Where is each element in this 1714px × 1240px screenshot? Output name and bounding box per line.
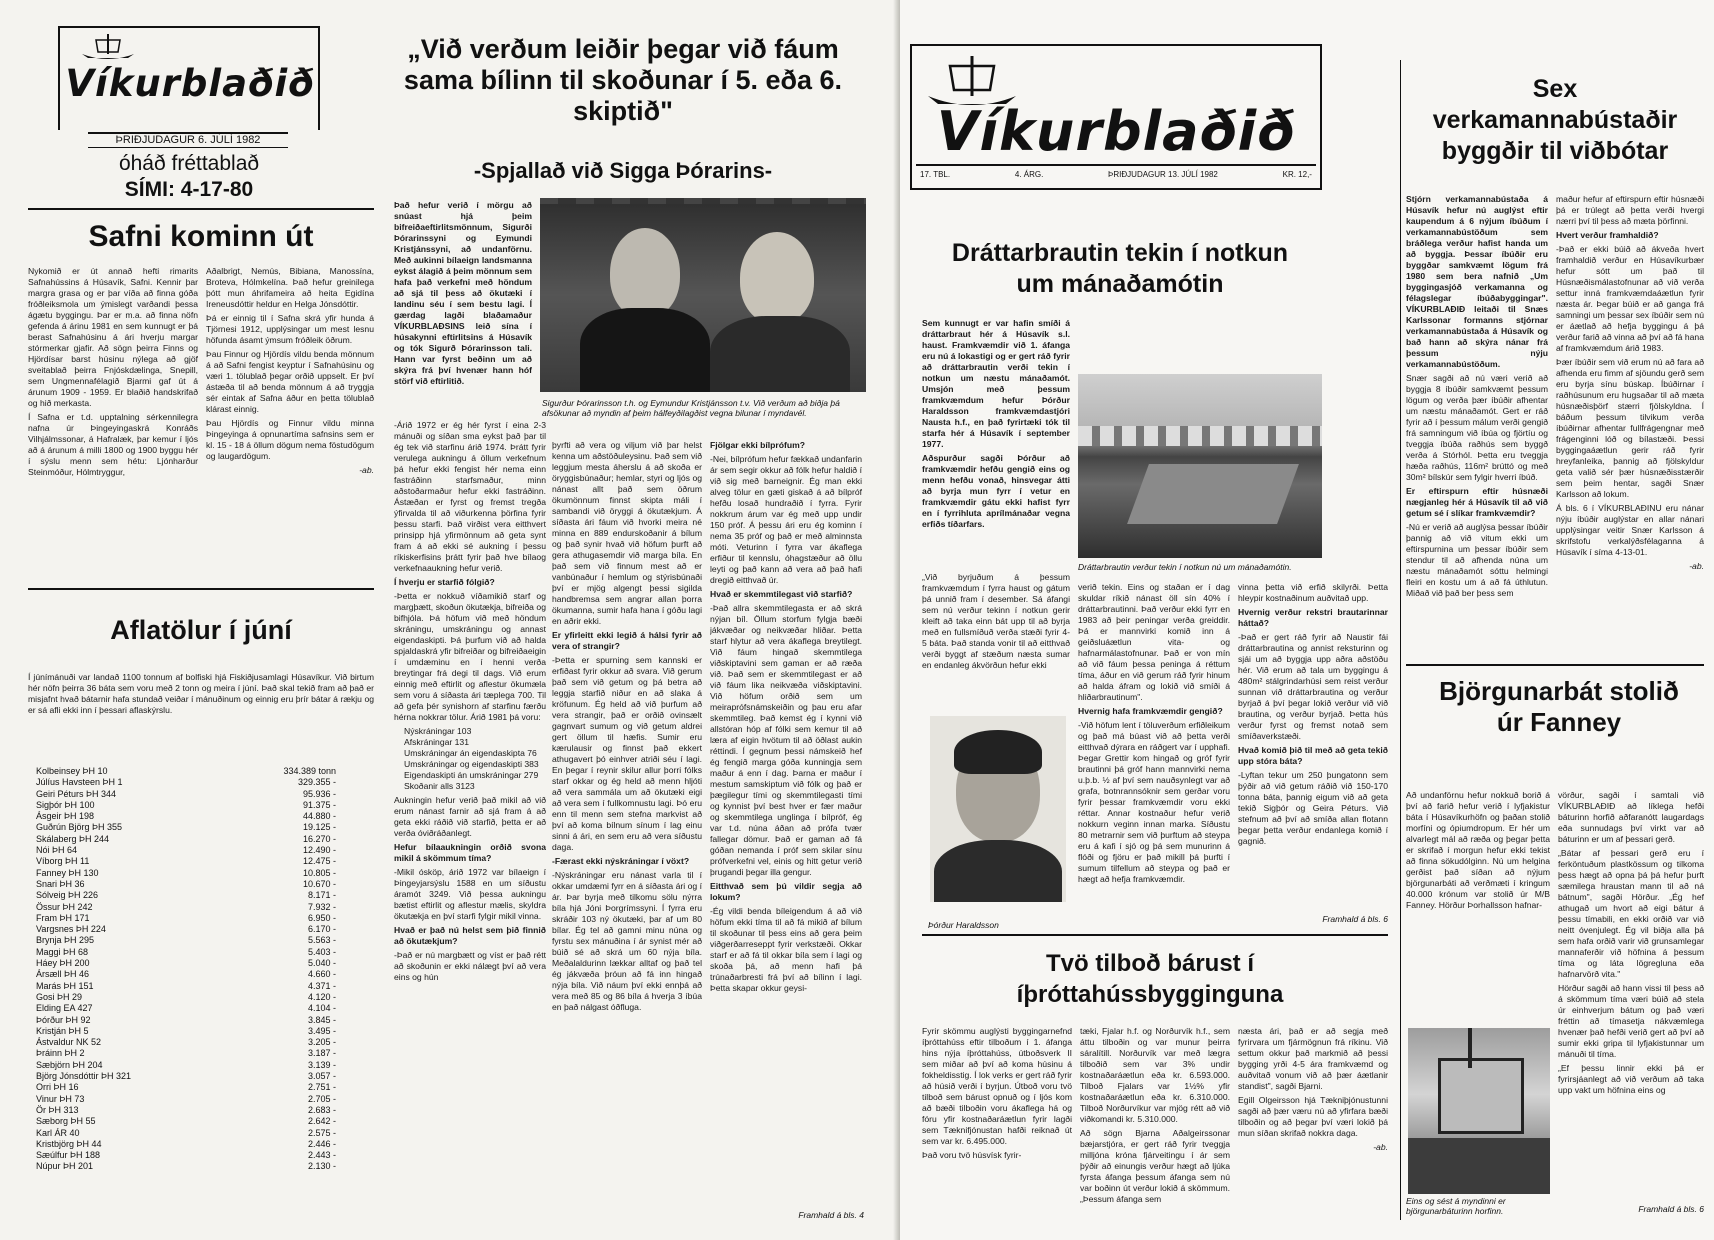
safni-col1: Nykomið er út annað hefti rimarits Safnahússins á Húsavík, Safni. Kennir þar margra grasa og er þar víða að finna góða fróðleiksmola um ýmislegt varðandi þessa ágætu byggingu. Þar er m.a. að finna nöfn gefenda á árinu 1981 en sem kunnugt er þá berast Safnahúsinu á ári hverju margar stórmerkar gjafir. Að sögn þeirra Finns og Hjördísar barst húsinu nýlega að gjöf sveitablað þeirra Fnjóskdælinga, Snepill, sem Ungmennafélagið Bjarmi gaf út á árunum 1909 - 1959. Er blaðið handskrifað og hið merkasta. Í Safna er t.d. upptalning sérkennilegra nafna úr Þingeyingaskrá Konráðs Vilhjálmssonar, á Hafralæk, þar kemur í ljós að á árunum á milli 1800 og 1900 byggu hér í sýslu menn sem hétu: Ljónharður Steinmóður, Hólmtryggur, bbox=[28, 266, 198, 477]
boat-name: Fram ÞH 171 bbox=[36, 912, 90, 923]
stat-item: Afskráningar 131 bbox=[404, 737, 469, 747]
boat-name: Maggi ÞH 68 bbox=[36, 946, 89, 957]
right-masthead-datebar bbox=[916, 164, 1316, 186]
catch-value: 5.403 - bbox=[307, 946, 336, 957]
catch-value: 7.932 - bbox=[307, 901, 336, 912]
table-row bbox=[36, 868, 336, 879]
bjorg-col1: Að undanförnu hefur nokkuð borið á því að farið hefur verið í lyfjakistur báta í Húsavíkurhöfn og þaðan stolið morfíni og ópiumdropum. Er hér um alvarlegt mál að ræða og þegar þetta er skrifað í morgun hefur ekki tekist að finna sökudólginn. Nú um helgina gerðist það síðan að nýjum björgunarbáti að verðmæti í kringum 40.000 krónum var stolið úr M/B Fanney. Hörður Þorhallsson hafnar- bbox=[1406, 790, 1550, 910]
boat-name: Geiri Péturs ÞH 344 bbox=[36, 788, 117, 799]
catch-value: 4.120 - bbox=[307, 991, 336, 1002]
table-row bbox=[36, 969, 336, 980]
table-row bbox=[36, 1139, 336, 1150]
main-subhead: -Spjallað við Sigga Þórarins- bbox=[473, 158, 773, 183]
right-masthead-year: 4. ÁRG. bbox=[1014, 170, 1044, 179]
table-row bbox=[36, 1015, 336, 1026]
bjorg-headline: Björgunarbát stolið úr Fanney bbox=[1439, 676, 1679, 737]
table-row bbox=[36, 1150, 336, 1161]
bjorg-photo bbox=[1408, 1028, 1550, 1194]
table-row bbox=[36, 811, 336, 822]
safni-col2: Aðalbrigt, Nemús, Bibiana, Manossína, Broteva, Hólmkelína. Það hefur greinilega þótt mun áhrifameira að heita Egidína Ireneusdóttir heldur en Helga Jónsdóttir. Þá er einnig til í Safna skrá yfir hunda á Tjörnesi 1912, upplýsingar um mest lesnu höfunda ásamt ýmsum fróðleik öðrum. Þau Finnur og Hjördís vildu benda mönnum á að Safni fengist keyptur í Safnahúsinu og væri 1. tölublað þegar orðið uppselt. Er því ástæða til að benda mönnum á að tryggja sér eintak af Safna áður en þetta tölublað klárast einnig. Þau Hjördís og Finnur vildu minna Þingeyinga á opnunartíma safnsins sem er kl. 15 - 18 á öllum dögum nema föstudögum og laugardögum. -ab. bbox=[206, 266, 374, 475]
boat-name: Kristján ÞH 5 bbox=[36, 1025, 89, 1036]
table-row bbox=[36, 958, 336, 969]
table-row bbox=[36, 766, 336, 777]
table-row bbox=[36, 935, 336, 946]
bjorg-continued: Framhald á bls. 6 bbox=[1638, 1204, 1704, 1214]
main-col3: Fjölgar ekki bílprófum? -Nei, bílprófum hefur fækkað undanfarin ár sem segir okkur að fólk hefur haldið í við sig með barneignir. Ég man ekki alveg tölur en gæti giskað á að bílpróf hefðu losað hundraðið í fyrra. Fyrir nokkrum árum var ég með upp undir 150 próf. Á þessu ári eru ég kominn í nema 35 próf og það er með alminnsta móti. Veturinn í fyrra var ákaflega erfiður til kennslu, óhagstæður að öllu leyti og það kann að vera að það hafi dregið eitthvað úr. Hvað er skemmtilegast við starfið? -Það allra skemmtilegasta er að skrá nýjan bíl. Öllum storfum fylgja bæði jákvæðar og neikvæðar hliðar. Þetta starf hlytur að vera ákaflega breytilegt. Við fáum hingað skemmtilega viðskiptavini sem gaman er að ræða við. Það sem er skemmtilegast er að við fáum lika neikvæða viðskiptavini. Við höfum orðið sem um meiraprófsnámskeiðin og þau eru afar skemmtileg. Það kemst ég í kynni við allstóran hóp af fólki sem kemur til að læra af eigin hvötum til að öðlast aukin réttindi. Í gegnum þessi námskeið hef ég fengið marga góða kunningja sem maður á enn í dag. Þarna er maður í mestum samskiptum við fólk og það er þægilegur tími og skemmtilegasti tími og kynnist því best hver er fær maður og skemmtilega unglinga í bílpróf, ég var t.d. núna áðan að prófa tvær fallegar dömur. Það er gaman að fá góðan nemanda í próf sem skilar sínu prófverkefni vel, einis og hitt getur verið þrugandi þegar illa gengur. Eitthvað sem þú vildir segja að lokum? -Ég vildi benda bíleigendum á að við höfum ekki tíma til að fá mikið af bílum til skoðunar til þess eins að gera þeim viðgerðarreseppt fyrir verkstæði. Okkar starf er að fá til okkar bíla sem í lagi og skoða þá, að menn hafi þá trúnaðarbresti frá því að bílinn í lagi. Þetta skapar okkur geysi- bbox=[710, 440, 862, 993]
table-row bbox=[36, 834, 336, 845]
catch-value: 19.125 - bbox=[302, 822, 336, 833]
left-masthead-phone: SÍMI: 4-17-80 bbox=[124, 178, 254, 201]
boat-name: Vargsnes ÞH 224 bbox=[36, 924, 106, 935]
tvo-col1: Fyrir skömmu auglýsti byggingarnefnd íþróttahúss eftir tilboðum í 1. áfanga hins nýja íþróttahúss, útboðsverk II sem miðar að því að koma húsinu á fokheldisstig. Í lok verks er gert ráð fyrir að húsið verði í byrjun. Útboð voru tvö tilboð sem bárust opnuð og í ljós kom að bæði tilboðin voru ákaflega há og fóru yfir kostnaðaráætlun fyrir lagði sem Tæknifjónustan hafði reiknað út sem var kr. 6.495.000. Það voru tvö húsvísk fyrir- bbox=[922, 1026, 1072, 1160]
catch-value: 2.575 - bbox=[307, 1127, 336, 1138]
boat-name: Sæbjörn ÞH 204 bbox=[36, 1059, 103, 1070]
boat-name: Björg Jónsdóttir ÞH 321 bbox=[36, 1071, 132, 1082]
catch-value: 95.936 - bbox=[302, 788, 336, 799]
table-row bbox=[36, 1116, 336, 1127]
boat-name: Þráinn ÞH 2 bbox=[36, 1048, 85, 1059]
boat-name: Marás ÞH 151 bbox=[36, 980, 94, 991]
drattar-portrait-caption: Þórður Haraldsson bbox=[928, 920, 999, 930]
table-row bbox=[36, 1060, 336, 1071]
catch-value: 3.495 - bbox=[307, 1025, 336, 1036]
boat-name: Ársæll ÞH 46 bbox=[36, 969, 90, 980]
boat-name: Nói ÞH 64 bbox=[36, 845, 78, 856]
sex-headline: Sex verkamannabústaðir byggðir til viðbótar bbox=[1432, 75, 1678, 165]
left-divider-top bbox=[28, 208, 374, 210]
boat-name: Júlíus Havsteen ÞH 1 bbox=[36, 777, 123, 788]
catch-value: 3.187 - bbox=[307, 1048, 336, 1059]
left-divider-mid bbox=[28, 588, 374, 590]
viking-ship-icon bbox=[78, 32, 138, 62]
boat-name: Karl ÁR 40 bbox=[36, 1127, 80, 1138]
right-masthead-issue: 17. TBL. bbox=[920, 170, 951, 179]
right-divider-right bbox=[1406, 664, 1704, 666]
stat-item: Skoðanir alls 3123 bbox=[404, 781, 475, 791]
boat-name: Víborg ÞH 11 bbox=[36, 856, 90, 867]
stat-item: Umskráningar og eigendaskipti 383 bbox=[404, 759, 539, 769]
catch-value: 4.660 - bbox=[307, 969, 336, 980]
table-row bbox=[36, 1071, 336, 1082]
boat-name: Ör ÞH 313 bbox=[36, 1104, 79, 1115]
table-row bbox=[36, 1094, 336, 1105]
table-row bbox=[36, 924, 336, 935]
drattar-photo-caption: Dráttarbrautin verður tekin í notkun nú um mánaðamótin. bbox=[1078, 562, 1292, 572]
catch-value: 91.375 - bbox=[302, 799, 336, 810]
catch-value: 2.642 - bbox=[307, 1116, 336, 1127]
main-continued: Framhald á bls. 4 bbox=[798, 1210, 864, 1220]
boat-name: Brynja ÞH 295 bbox=[36, 935, 95, 946]
right-masthead-logo: Víkurblaðið bbox=[936, 100, 1296, 163]
main-lead: Það hefur verið í mörgu að snúast hjá þeim bifreiðaeftirlitsmönnum, Sigurði Þórarinssyni og Eymundi Kristjánssyni, að undanförnu. Með aukinni bílaeign landsmanna eykst álagið á þeim mönnum sem hafa það verkefni með höndum að sjá til þess að ökutæki í landinu séu í sem bestu lagi. Í gærdag lagði blaðamaður VÍKURBLAÐSINS leið sína í húsakynni eftirlitsins á Húsavík og tók Sigurð Þórarinsson tali. Hann var fyrst beðinn um að skýra frá því hvenær hann hóf störf við eftirlitið. bbox=[394, 200, 532, 386]
catch-value: 2.751 - bbox=[307, 1082, 336, 1093]
sex-col2: maður hefur af eftirspurn eftir húsnæði þá er trúlegt að þetta verði hvergi nærri því til þess að mæta þörfinni. Hvert verður framhaldið? -Það er ekki búið að ákveða hvert framhaldið verður en Húsavíkurbær hefur sótt um það til Húsnæðismálastofnunar að við verða settur inná framkvæmdaáætlun fyrir næsta ár. Þegar búið er að ganga frá samningi um þessar sex íbúðir sem nú er áætlað að hefja byggingu á þá verður farið að vinna að því að fá hana af framkvæmdum árið 1983. Þær íbúðir sem við erum nú að fara að afhenda eru fimm af sjöundu gerð sem eru byrja sínu búskap. Íbúðirnar í raðhúsunum eru hugsaðar til að mæta húsnæðisþörf stærri fjölskyldna. Í báðum þessum tilvikum verða íbúðirnar afhentar fullfrágengnar með frágenginni lóð og bílastæði. Þessi byggingaáætlun gerir ráð fyrir hreyfanleika, þannig að fjölskyldur geta valið sér þær húsnæðisstærðir sem þeim hentar, sagði Snær Karlsson að lokum. Á bls. 6 í VÍKURBLAÐINU eru nánar nýju íbúðir auglýstar en allar nánari upplýsingar veitir Snær Karlsson á skrifstofu verkalýðsfélaganna á Húsavík í síma 4-13-01. -ab. bbox=[1556, 194, 1704, 571]
table-row bbox=[36, 1128, 336, 1139]
stat-item: Eigendaskipti án umskráningar 279 bbox=[404, 770, 539, 780]
catch-value: 2.683 - bbox=[307, 1104, 336, 1115]
right-page bbox=[900, 0, 1714, 1240]
catch-value: 5.040 - bbox=[307, 958, 336, 969]
catch-value: 3.205 - bbox=[307, 1037, 336, 1048]
stat-item: Umskráningar án eigendaskipta 76 bbox=[404, 748, 537, 758]
afla-intro: Í júnímánuði var landað 1100 tonnum af bolfiski hjá Fiskiðjusamlagi Húsavíkur. Við birtum hér nöfn þeirra 36 báta sem voru með 2 tonn og meira í júní. Það skal tekið fram að það er misjafnt hvað bátarnir hafa stundað veiðar í mánuðinum og einnig eru þrír bátar á rækju og er sá afli ekki inn í þessari aflaskýrslu. bbox=[28, 672, 374, 715]
boat-name: Háey ÞH 200 bbox=[36, 958, 90, 969]
catch-value: 2.443 - bbox=[307, 1150, 336, 1161]
drattar-photo bbox=[1078, 374, 1322, 558]
catch-value: 10.670 - bbox=[302, 878, 336, 889]
boat-name: Sæúlfur ÞH 188 bbox=[36, 1150, 101, 1161]
table-row bbox=[36, 1082, 336, 1093]
right-masthead bbox=[910, 44, 1322, 190]
safni-headline: Safni kominn út bbox=[88, 220, 314, 253]
catch-value: 5.563 - bbox=[307, 935, 336, 946]
table-row bbox=[36, 789, 336, 800]
boat-name: Sigþór ÞH 100 bbox=[36, 799, 95, 810]
table-row bbox=[36, 800, 336, 811]
table-row bbox=[36, 890, 336, 901]
catch-value: 6.950 - bbox=[307, 912, 336, 923]
table-row bbox=[36, 777, 336, 788]
boat-name: Gosi ÞH 29 bbox=[36, 991, 83, 1002]
drattar-col1: „Við byrjuðum á þessum framkvæmdum í fyrra haust og gátum þá unnið fram í desember. Sá áfangi sem nú verður tekinn í notkun gerir kleift að taka einn bát upp til að byrja með en fullsmíðuð verða stæði fyrir 4-5 báta. Það standa vonir til að eitthvað verði byggt af stæðum næsta sumar en endanleg ákvörðun hefur ekki bbox=[922, 572, 1070, 670]
tvo-col3: næsta ári, það er að segja með fyrirvara um fjármögnun frá ríkinu. Við settum okkur það markmið að þessi bygging yrði 4-5 ára framkvæmd og auðvitað vonum við að þær áætlanir standist", sagði Bjarni. Egill Olgeirsson hjá Tækniþjónustunni sagði að þær væru nú að yfirfara bæði tilboðin og að þegar því væri lokið þá mun síðan skrifað nokkra daga. -ab. bbox=[1238, 1026, 1388, 1152]
catch-value: 3.845 - bbox=[307, 1014, 336, 1025]
right-divider-mid bbox=[922, 934, 1388, 936]
catch-value: 6.170 - bbox=[307, 924, 336, 935]
catch-value: 3.057 - bbox=[307, 1071, 336, 1082]
boat-name: Sólveig ÞH 226 bbox=[36, 890, 99, 901]
boat-name: Skálaberg ÞH 244 bbox=[36, 833, 110, 844]
right-vertical-rule bbox=[1400, 60, 1401, 1220]
table-row bbox=[36, 902, 336, 913]
sex-col1: Stjórn verkamannabústaða á Húsavík hefur nú auglýst eftir kaupendum á 6 nýjum íbúðum í verkamannabústöðum sem bráðlega verður hafist handa um að byggja. Þessar íbúðir eru byggðar samkvæmt lögum frá 1980 sem bera nafnið „Um byggingasjóð verkamanna og félagslegar íbúðabyggingar". VÍKURBLAÐIÐ leitaði til Snæs Karlssonar formanns stjórnar verkamannabústaða á Húsavík og bað hann að skýra nánar frá þessum nýju verkamannabústöðum. Snær sagði að nú væri verið að byggja 8 íbúðir samkvæmt þessum lögum og verða þær íbúðir afhentar um næstu mánaðamót. Gert er ráð fyrir að í þessum málum verði gengið frá samningum við íbúa og fjörtíu og tveggja íbúða raðhús sem byggð verða á Stórhól. Þetta eru tveggja hæða raðhús, 116m² brúttó og með 30m² bílskúr sem fylgir hverri íbúð. Er eftirspurn eftir húsnæði nægjanleg hér á Húsavík til að við getum sé í slíkar framkvæmdir? -Nú er verið að auglýsa þessar íbúðir þannig að við vitum ekki um eftirspurnina um þessar íbúðir sem stendur til að afhenda núna um næstu mánaðamót sóttu helmingi fleiri en kostu um á að fá úthlutun. Miðað við það ber þess sem bbox=[1406, 194, 1548, 598]
drattar-portrait bbox=[930, 716, 1066, 902]
catch-value: 12.490 - bbox=[302, 845, 336, 856]
table-row bbox=[36, 1161, 336, 1172]
boat-name: Kristbjörg ÞH 44 bbox=[36, 1138, 102, 1149]
right-masthead-date: ÞRIÐJUDAGUR 13. JÚLÍ 1982 bbox=[1108, 170, 1218, 179]
boat-name: Elding EA 427 bbox=[36, 1003, 93, 1014]
boat-name: Snari ÞH 36 bbox=[36, 878, 85, 889]
boat-name: Orri ÞH 16 bbox=[36, 1082, 79, 1093]
tvo-headline: Tvö tilboð bárust í íþróttahússbygginguna bbox=[1016, 950, 1284, 1008]
table-row bbox=[36, 913, 336, 924]
main-col1: -Árið 1972 er ég hér fyrst í eina 2-3 mánuði og síðan sma eykst það þar til ég tek við starfinu árið 1974. Þrátt fyrir verulega aukningu á öllum verkefnum þá hefur ekki fengist hér nema einn fastráðinn starfsmaður, minn aðstoðarmaður hefur ekki fastráðinn. Ástæðan er fyrst og fremst tregða ýfirvalda til að viðurkenna þörfina fyrir þessu starfi. Það virðist vera eitthvert prinsipp hjá yfirmönnum að geta synt fram á að ekki sé aukning í þessu ríkiskerfisins þrátt fyrir það hve bílaog verkefnaaukning hefur verið. Í hverju er starfið fólgið? -Þetta er nokkuð víðamikið starf og margþætt, skoðun ökutækja, bifreiða og bifhjóla. Þá höfum við með höndum skráningu, umskráningu og annast eigendaskipti. Þá þurfum við að halda spjaldaskrá yfir bifreiðar og bifreiðaeigin í umdæminu en í henni verða breytingar frá degi til dags. Við erum einnig með eftirlit og aflestur ökumæla sem voru á síðasta ári tæplega 700. Til að gefa þér synishorn af starfinu færðu hérna nokkrar tölur. Árið 1981 þá voru: Nýskráningar 103 Afskráningar 131 Umskráningar án eigendaskipta 76 Umskráningar og eigendaskipti 383 Eigendaskipti án umskráningar 279 Skoðanir alls 3123 Aukningin hefur verið það mikil að við erum nánast farnir að sjá fram á að geta ekki ráðið við starfið, þetta er að verða óviðráðanlegt. Hefur bílaaukningin orðið svona mikil á skömmum tíma? -Mikil ósköp, árið 1972 var bílaeign í Þingeyjarsýslu 1588 en um síðustu áramót 3249. Við þessa aukningu bætist eftirlit og aflestur mælis, skyldra ökutækja en því starfi fylgir mikil vinna. Hvað er það nú helst sem þið finnið að ökutækjum? -Það er nú margbætt og víst er það rétt að skoðunin er ekki nálægt því að vera eins og hún bbox=[394, 420, 546, 982]
drattar-lead: Sem kunnugt er var hafin smíði á dráttarbraut hér á Húsavík s.l. haust. Framkvæmdir við 1. áfanga eru nú á lokastigi og er gert ráð fyrir að dráttarbrautin verði tekin í notkun um næstu mánaðamót. Umsjón með þessum framkvæmdum hefur Þórður Haraldsson framkvæmdastjóri Nausta h.f., en það fyrirtæki tók til starfa hér á Húsavík í september 1977. Aðspurður sagði Þórður að framkvæmdir hefðu gengið eins og menn hefðu vonað, hinsvegar átti að byrja mun fyrr í vetur en framkvæmdir gátu ekki hafist fyrr en í fyrrihluta aprílmánaðar vegna erfiðs tíðarfars. bbox=[922, 318, 1070, 529]
table-row bbox=[36, 1048, 336, 1059]
boat-name: Fanney ÞH 130 bbox=[36, 867, 99, 878]
bjorg-photo-caption: Eins og sést á myndinni er björgunarbáturinn horfinn. bbox=[1406, 1196, 1506, 1216]
drattar-col2: verið tekin. Eins og staðan er í dag skuldar ríkið nánast öll sín 40% í dráttarbrautinni. Það verður ekki fyrr en 1983 að þeir peningar verða greiddir. Þá er mannvirki komið inn á geiðsluáætlun vita- og hafnarmálastofnunar. Það er von mín að við fáum þessa peninga á réttum tíma, áður en við gerum ráð fyrir hinum að halda áfram og lokið við smíði á hliðarbrautinum". Hvernig hafa framkvæmdir gengið? -Við höfum lent í töluverðum erfiðleikum og það má búast við að þetta verði eitthvað dýrara en ráðgert var í upphafi. Þegar Grettir kom hingað og gróf fyrir brautinni þá gróf hann mannvirki nema u.þ.b. ½ af því sem nauðsynlegt var að grafa, botnrannsóknir sem gerðar voru fyrir þessar framkvæmdir voru ekki réttar. Annar kostnaður hefur verið nokkurn veginn innan marka. Síðustu 80 metrarnir sem við þurftum að steypa eru á kafi í sjó og þá sem munurinn á flóði og fjöru er það mikill þá þurfti í sumum tilfellum að steypa og það er hægt að hefja framkvæmdir. bbox=[1078, 582, 1230, 884]
table-row bbox=[36, 822, 336, 833]
boat-name: Ásgeir ÞH 198 bbox=[36, 811, 95, 822]
tvo-col2: tæki, Fjalar h.f. og Norðurvík h.f., sem áttu tilboðin og var munur þeirra sáralítill. Norðurvík var með lægra tilboðið sem var 3% undir kostnaðaráætlun eða kr. 6.593.000. Tilboð Fjalars var 1½% yfir kostnaðaráætlun eða kr. 6.310.000. Tilboð Norðurvíkur var mjög rétt að við viðkomandi kr. 5.310.000. Að sögn Bjarna Aðalgeirssonar bæjarstjóra, er gert ráð fyrir tveggja milljóna króna fjárveitingu í ár sem þýðir að einungis verður hægt að ljúka fyrsta áfanga þessum áfanga sem nú var boðinn út verður lokið á skömmum. „Þessum áfanga sem bbox=[1080, 1026, 1230, 1204]
table-row bbox=[36, 1026, 336, 1037]
left-masthead-tagline: óháð fréttablað bbox=[118, 152, 260, 175]
right-masthead-price: KR. 12,- bbox=[1282, 170, 1312, 179]
boat-name: Vinur ÞH 73 bbox=[36, 1093, 85, 1104]
catch-value: 4.104 - bbox=[307, 1003, 336, 1014]
table-row bbox=[36, 1003, 336, 1014]
main-photo-caption: Sigurður Þórarinsson t.h. og Eymundur Kristjánsson t.v. Við verðum að biðja þá afsökunar að myndin af þeim hálfeyðilagðist vegna bilunar í myndavél. bbox=[542, 398, 840, 418]
catch-value: 44.880 - bbox=[302, 811, 336, 822]
catch-value: 4.371 - bbox=[307, 980, 336, 991]
boat-name: Össur ÞH 242 bbox=[36, 901, 93, 912]
main-col2: þyrfti að vera og viljum við þar helst kenna um aðstöðuleysinu. Það sem við leggjum mesta áherslu á að skoða er öryggisbúnaður; hemlar, styri og ljós og nánast allt það sem öðrum ökumönnum finnst skipta máli í sambandi við öryggi á ökutækjum. Á síðasta ári fáum við hvorki meira né minna en 889 endurskoðanir á bílum og það synir hvað við höfum þurft að gera athugasemdir við marga bíla. En það sem við finnum mest að er vanbúnaður í hemlum og stýrisbúnaði því er mjög algengt þessi sigilda handbremsa sem angrar allan þorra ökumanna, sumir hafa hana í góðu lagi en aðrir ekki. Er yfirleitt ekki legið á hálsi fyrir að vera of strangir? -Þetta er spurning sem kannski er erfiðast fyrir okkur að svara. Við gerum það sem við getum og þá betra að leggja starfið niður en að slaka á kröfunum. Ég held að við þurfum að vera strangir, það er orðið ovinsælt gagnvart sumum og við getum aldrei gert öllum til hæfis. Sumir eru kærulausir og finnst það ekkert athugavert þó einhver atriði séu í lagi. En þegar í reynir skilur allur þorri fólks starf okkar og ég held að menn hljóti að vera sammála um að ökutæki eigi að vera sem í fullkomnustu lagi. Þó eru enn til menn sem stefna markvist að því að koma bílnum sínum í lag einu sinni á ári, en sem eru að vera síðustu daga. -Færast ekki nýskráningar í vöxt? -Nýskráningar eru nánast varla til í okkar umdæmi fyrr en á síðasta ári og í ár. Þar byrja með tilkomu sölu nýrra bíla hjá Jóni Þorgrímssyni. Í fyrra eru skráðir 103 ný ökutæki, þar af um 80 bílar. Ég tel að gamni minu núna og fyrstu sex mánuðina í ár synist mér að búið sé að skrá um 60 nýja bíla. Meðalaldurinn lækkar alltaf og það tel ég jákvæða þróun að fá inn hingað nýja bíla. Við náum því ekki ennþá að vera með 85 og 86 bíla á hverja 3 íbúa en það nálgast óðfluga. bbox=[552, 440, 702, 1012]
table-row bbox=[36, 879, 336, 890]
catch-value: 334.389 tonn bbox=[283, 766, 336, 776]
catch-value: 12.475 - bbox=[302, 856, 336, 867]
stat-item: Nýskráningar 103 bbox=[404, 726, 472, 736]
main-photo bbox=[540, 198, 866, 392]
catch-value: 2.705 - bbox=[307, 1093, 336, 1104]
catch-value: 16.270 - bbox=[302, 833, 336, 844]
table-row bbox=[36, 992, 336, 1003]
table-row bbox=[36, 856, 336, 867]
bjorg-col2: vörður, sagði í samtali við VÍKURBLAÐIÐ að líklega hefði báturinn horfið aðfaranótt laugardags eða sunnudags því virkt var að báturinn er um af þessari gerð. „Bátar af þessari gerð eru í ferköntuðum plastkössum og tilkoma þess hægt að opna þá þá hefur þurft sæmilega hraustan mann til að ná bátnum", sagði Hörður. „Ég hef athugað um hvort að eigi bátur á þessu tímabili, en ekki orðið var við neitt óvenjulegt. Ég vil biðja alla þá sem hafa orðið varir við grunsamlegar mannaferðir við höfnina á þessum tíma og láta lögregluna eða hafnarvörð vita." Hörður sagði að hann vissi til þess að á skömmum tíma væri búið að stela úr einhverjum bátum og það væri fréttin að tímasetja nákvæmlega hvenær það hefði verið gert að því að sumir ekki gripa til lyfjakistunnar um mánuði til tíma. „Ef þessu linnir ekki þá er fyrirsjáanlegt að við verðum að taka upp vakt um höfnina eins og bbox=[1558, 790, 1704, 1095]
drattar-continued: Framhald á bls. 6 bbox=[1322, 914, 1388, 924]
boat-name: Núpur ÞH 201 bbox=[36, 1161, 94, 1172]
table-row bbox=[36, 981, 336, 992]
left-masthead-date: ÞRIÐJUDAGUR 6. JÚLÍ 1982 bbox=[88, 132, 288, 148]
boat-name: Sæborg ÞH 55 bbox=[36, 1116, 96, 1127]
left-masthead bbox=[58, 26, 320, 212]
left-masthead-logo: Víkurblaðið bbox=[65, 62, 315, 105]
table-row bbox=[36, 947, 336, 958]
afla-headline: Aflatölur í júní bbox=[110, 615, 292, 645]
drattar-col3: vinna þetta við erfið skilyrði. Þetta hleypir kostnaðinum auðvitað upp. Hvernig verður rekstri brautarinnar háttað? -Það er gert ráð fyrir að Naustir fái dráttarbrautina og annist reksturinn og sjái um að byggja upp aðra aðstöðu hér. Við erum að tala um byggingu á 480m² stálgrindarhúsi sem reist verður sunnan við dráttarbrautina og verður byrjað á því þegar lokið verður við við brautina, og verður byrjað. Þetta hús verður fyrst og fremst notað sem smíðaverkstæði. Hvað komið þið til með að geta tekið upp stóra báta? -Lyftan tekur um 250 þungatonn sem þýðir að við getum ráðið við 150-170 tonna báta, þannig eigum við að geta tekið Sigþór og Geira Péturs. Við stefnum að því að smíða allan flotann þegar þetta verður endanlega komið í gagnið. bbox=[1238, 582, 1388, 846]
catch-value: 10.805 - bbox=[302, 867, 336, 878]
table-row bbox=[36, 845, 336, 856]
boat-name: Þórður ÞH 92 bbox=[36, 1014, 91, 1025]
catch-value: 2.130 - bbox=[307, 1161, 336, 1172]
main-headline: „Við verðum leiðir þegar við fáum sama bílinn til skoðunar í 5. eða 6. skiptið" bbox=[403, 34, 843, 126]
boat-name: Guðrún Björg ÞH 355 bbox=[36, 822, 123, 833]
catch-value: 3.139 - bbox=[307, 1059, 336, 1070]
catch-value: 2.446 - bbox=[307, 1138, 336, 1149]
catch-value: 8.171 - bbox=[307, 890, 336, 901]
afla-table bbox=[36, 766, 336, 1173]
drattar-headline: Dráttarbrautin tekin í notkun um mánaðamótin bbox=[951, 239, 1289, 298]
boat-name: Kolbeinsey ÞH 10 bbox=[36, 766, 108, 776]
catch-value: 329.355 - bbox=[297, 777, 336, 788]
boat-name: Ástvaldur NK 52 bbox=[36, 1037, 102, 1048]
table-row bbox=[36, 1037, 336, 1048]
table-row bbox=[36, 1105, 336, 1116]
